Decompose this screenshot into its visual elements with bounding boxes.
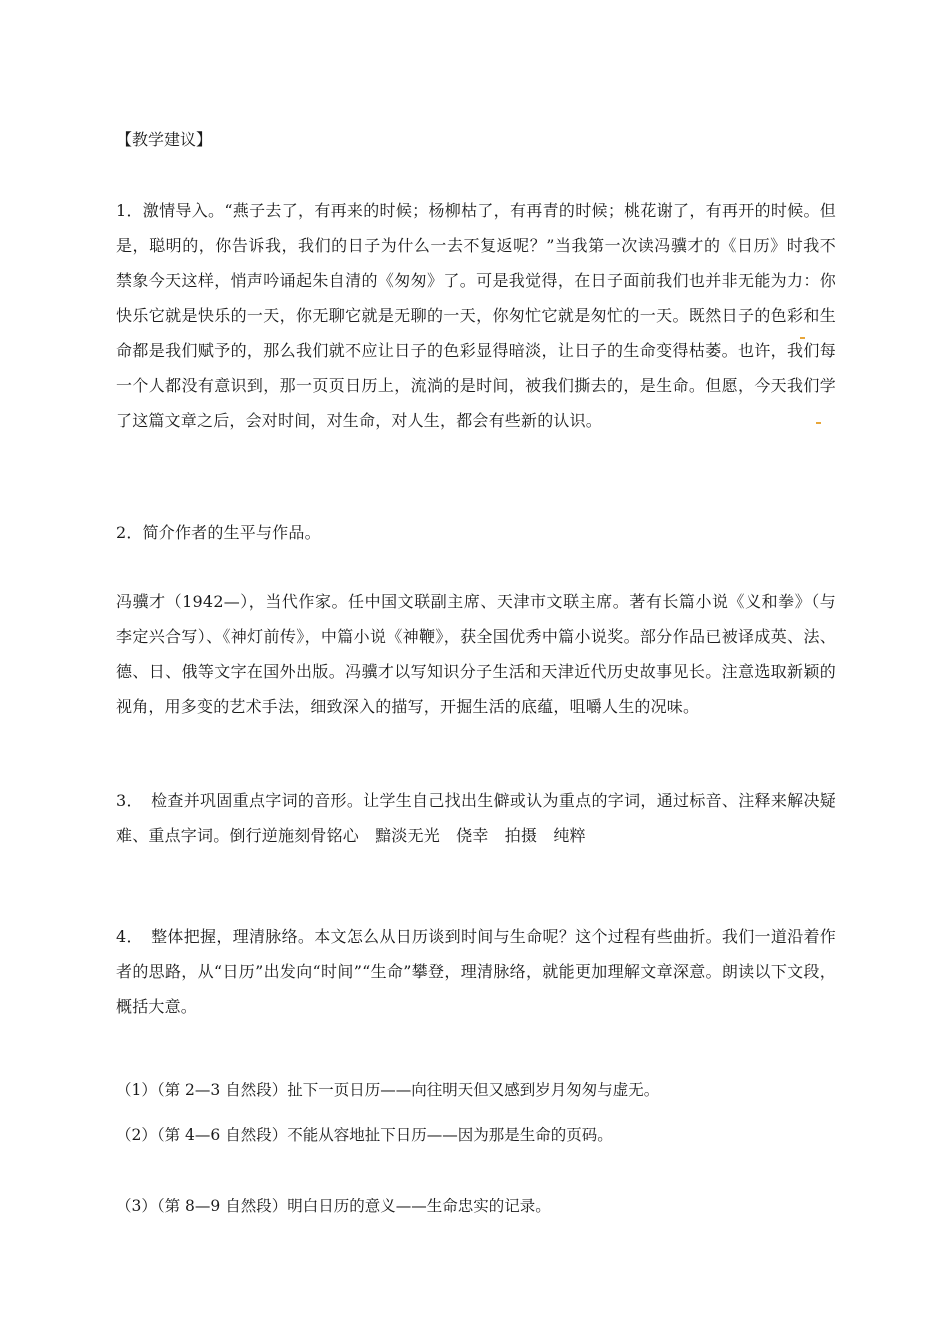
outline-item-1: （1）（第 2—3 自然段）扯下一页日历——向往明天但又感到岁月匆匆与虚无。 — [116, 1081, 660, 1099]
outline-item-3: （3）（第 8—9 自然段）明白日历的意义——生命忠实的记录。 — [116, 1197, 551, 1215]
annotation-mark — [816, 422, 821, 424]
outline-item-2: （2）（第 4—6 自然段）不能从容地扯下日历——因为那是生命的页码。 — [116, 1126, 613, 1144]
paragraph-structure: 4． 整体把握，理清脉络。本文怎么从日历谈到时间与生命呢？这个过程有些曲折。我们一道沿着作者的思路，从“日历”出发向“时间”“生命”攀登，理清脉络，就能更加理解文章深意。朗读以下文段，概括大意。 — [116, 927, 836, 1016]
section-heading: 【教学建议】 — [116, 130, 213, 149]
paragraph-vocabulary: 3． 检查并巩固重点字词的音形。让学生自己找出生僻或认为重点的字词，通过标音、注释来解决疑难、重点字词。倒行逆施刻骨铭心 黯淡无光 侥幸 拍摄 纯粹 — [116, 791, 836, 845]
annotation-mark — [800, 337, 805, 339]
paragraph-author-bio: 冯骥才（1942—），当代作家。任中国文联副主席、天津市文联主席。著有长篇小说《义和拳》（与李定兴合写）、《神灯前传》，中篇小说《神鞭》，获全国优秀中篇小说奖。部分作品已被译成英、法、德、日、俄等文字在国外出版。冯骥才以写知识分子生活和天津近代历史故事见长。注意选取新颖的视角，用多变的艺术手法，细致深入的描写，开掘生活的底蕴，咀嚼人生的况味。 — [116, 592, 836, 716]
paragraph-author-intro-title: 2．简介作者的生平与作品。 — [116, 523, 321, 542]
paragraph-introduction: 1．激情导入。“燕子去了，有再来的时候；杨柳枯了，有再青的时候；桃花谢了，有再开的时候。但是，聪明的，你告诉我，我们的日子为什么一去不复返呢？”当我第一次读冯骥才的《日历》时我不禁象今天这样，悄声吟诵起朱自清的《匆匆》了。可是我觉得，在日子面前我们也并非无能为力：你快乐它就是快乐的一天，你无聊它就是无聊的一天，你匆忙它就是匆忙的一天。既然日子的色彩和生命都是我们赋予的，那么我们就不应让日子的色彩显得暗淡，让日子的生命变得枯萎。也许，我们每一个人都没有意识到，那一页页日历上，流淌的是时间，被我们撕去的，是生命。但愿，今天我们学了这篇文章之后，会对时间，对生命，对人生，都会有些新的认识。 — [116, 201, 836, 430]
